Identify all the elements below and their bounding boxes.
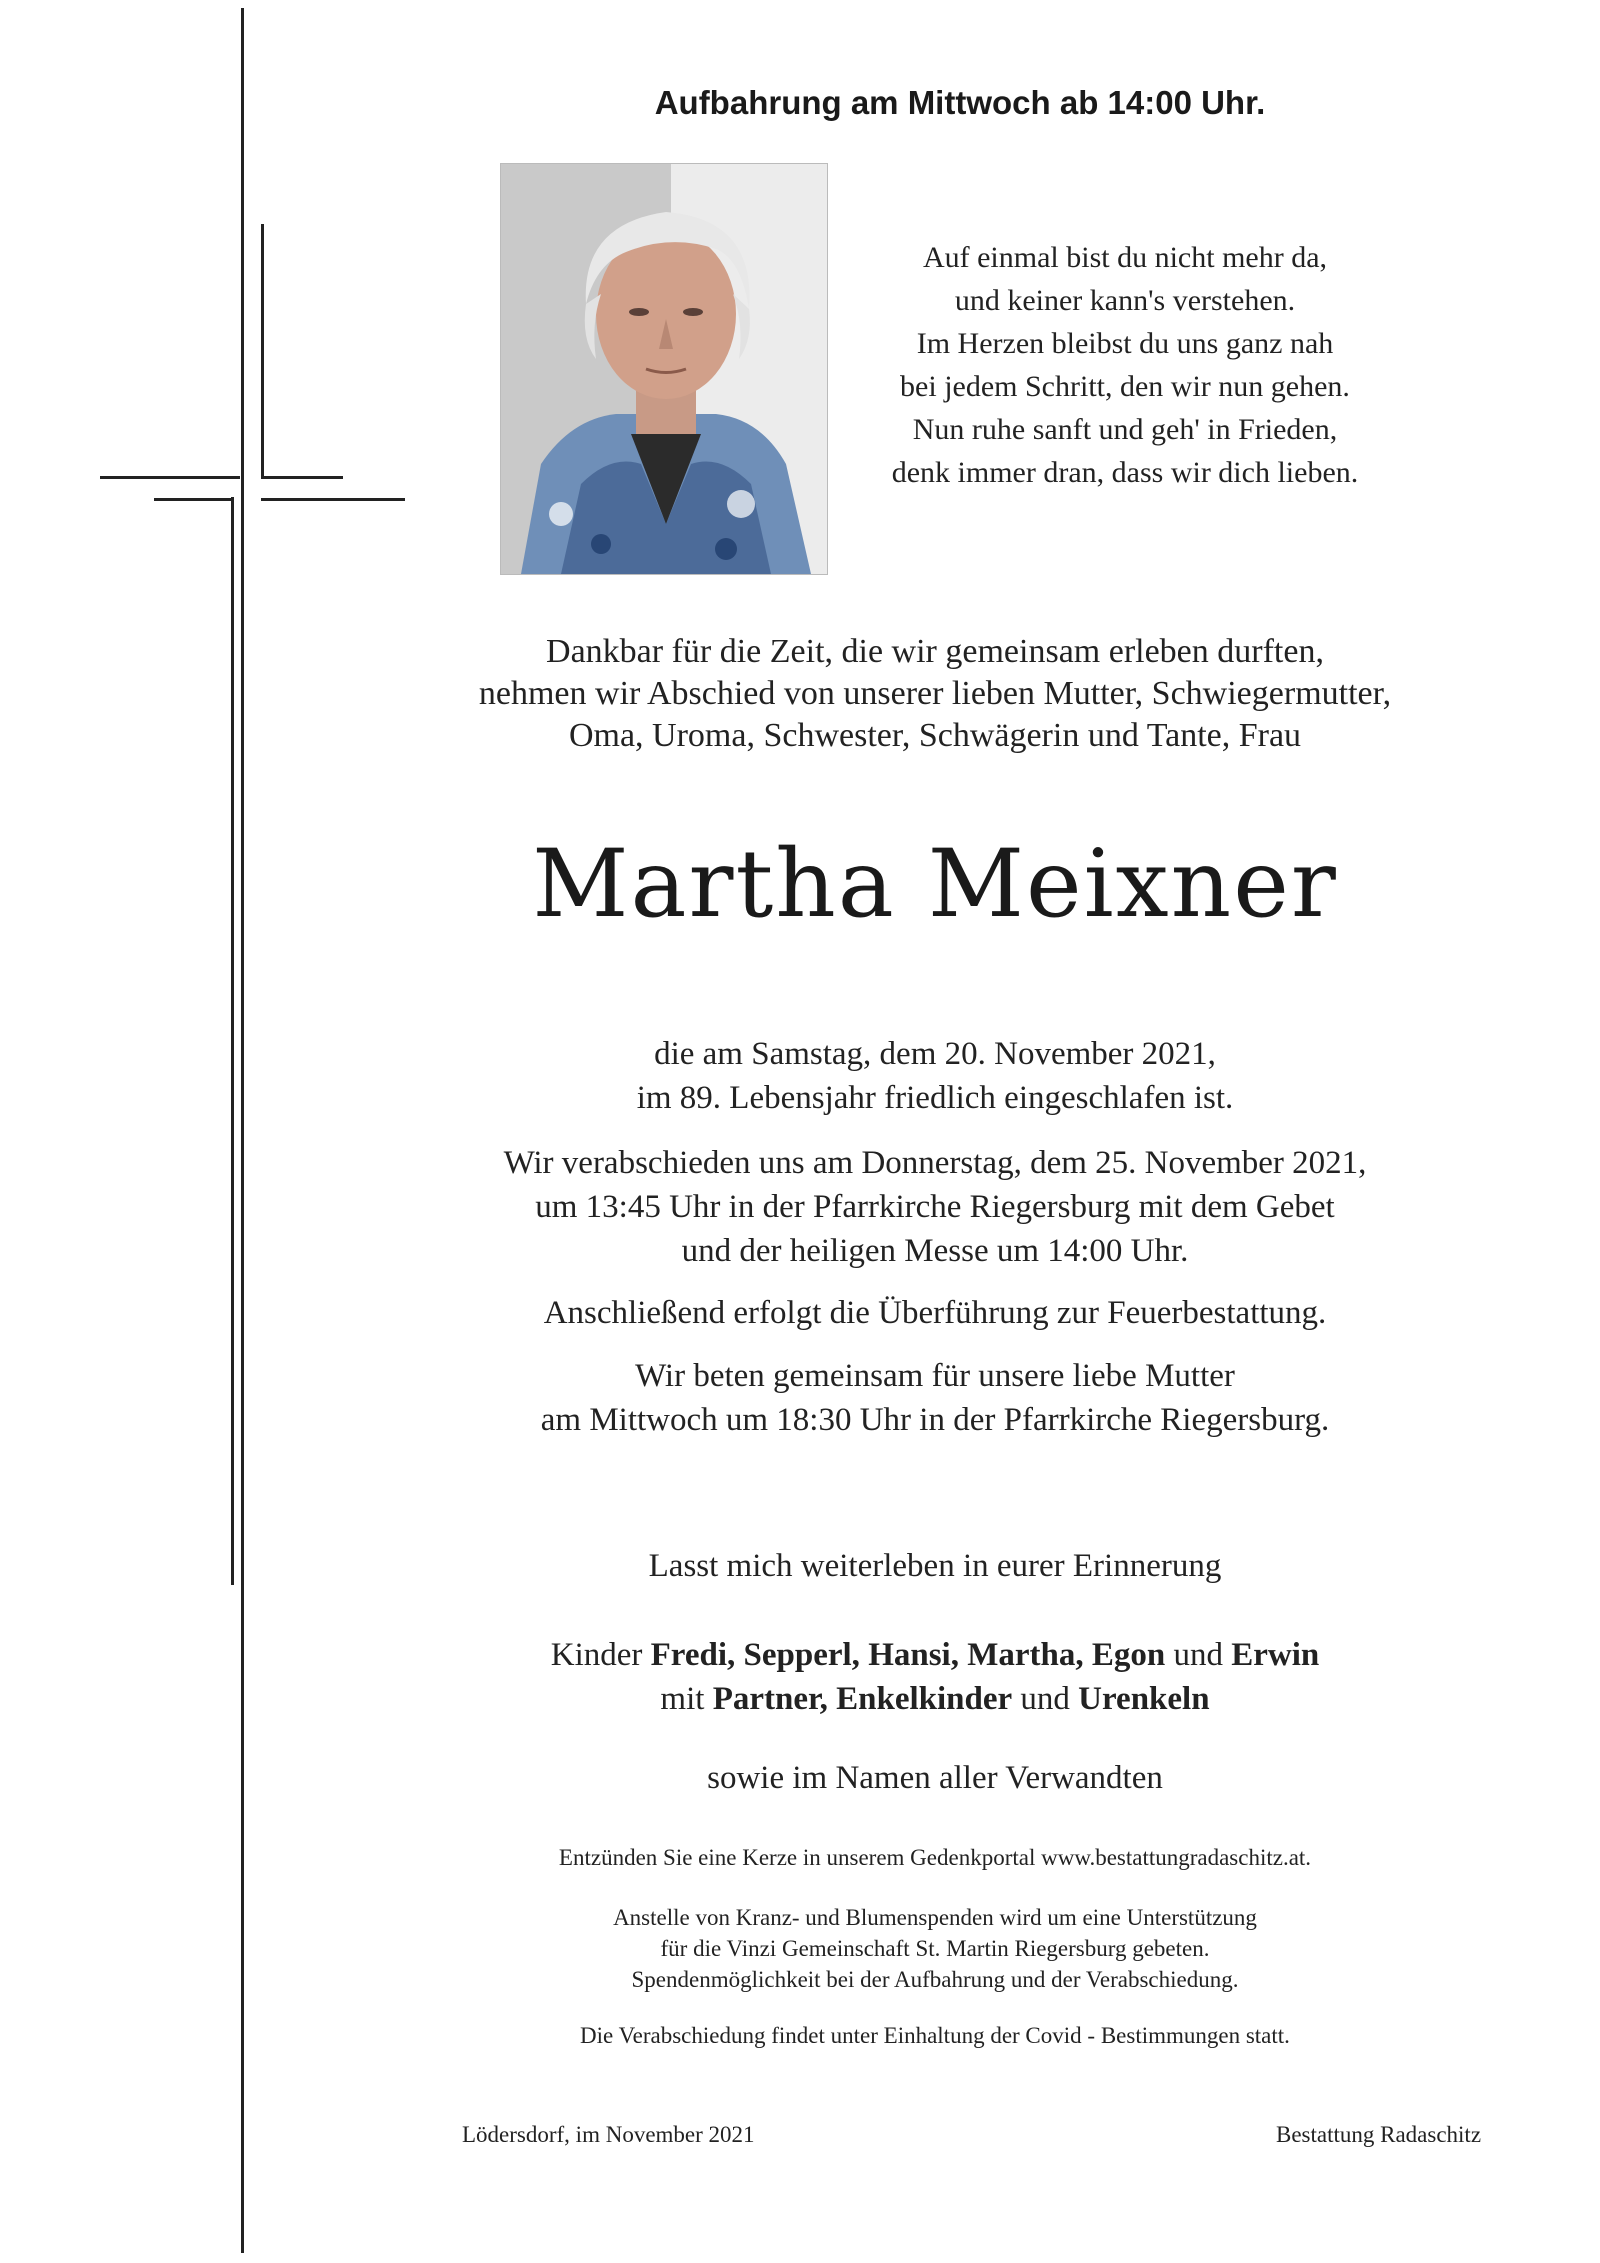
prayer-notice [330, 1354, 1540, 1442]
farewell-line: Wir verabschieden uns am Donnerstag, dem 25. November 2021, [503, 1145, 1367, 1181]
farewell-line: und der heiligen Messe um 14:00 Uhr. [681, 1233, 1189, 1269]
footer-undertaker: Bestattung Radaschitz [1276, 2122, 1482, 2147]
family-line-children: Kinder Fredi, Sepperl, Hansi, Martha, Egon und Erwin [550, 1637, 1320, 1673]
donation-line: Anstelle von Kranz- und Blumenspenden wird um eine Unterstützung [613, 1905, 1257, 1930]
poem [800, 236, 1450, 494]
death-line: die am Samstag, dem 20. November 2021, [654, 1036, 1216, 1072]
relatives-line: sowie im Namen aller Verwandten [707, 1760, 1163, 1796]
family-line-partners: mit Partner, Enkelkinder und Urenkeln [660, 1681, 1210, 1717]
prayer-line: Wir beten gemeinsam für unsere liebe Mutter [635, 1358, 1235, 1394]
footer-place-date: Lödersdorf, im November 2021 [462, 2122, 755, 2147]
poem-line: Nun ruhe sanft und geh' in Frieden, [912, 413, 1338, 446]
cross-inner-vertical-bottom [231, 497, 234, 1585]
death-line: im 89. Lebensjahr friedlich eingeschlafen ist. [636, 1080, 1234, 1116]
cross-right-arm-upper [261, 476, 343, 479]
farewell-line: um 13:45 Uhr in der Pfarrkirche Riegersburg mit dem Gebet [535, 1189, 1335, 1225]
viewing-time: Aufbahrung am Mittwoch ab 14:00 Uhr. [654, 84, 1266, 121]
deceased-name: Martha Meixner [532, 830, 1338, 939]
donation-note [330, 1902, 1540, 1995]
intro-text [330, 631, 1540, 757]
intro-line: nehmen wir Abschied von unserer lieben Mutter, Schwiegermutter, [478, 675, 1392, 712]
poem-line: Im Herzen bleibst du uns ganz nah [916, 327, 1334, 360]
cross-right-arm [261, 498, 405, 501]
poem-line: und keiner kann's verstehen. [954, 284, 1296, 317]
cremation-notice: Anschließend erfolgt die Überführung zur Feuerbestattung. [543, 1295, 1327, 1331]
family-mourners [330, 1633, 1540, 1721]
death-notice [330, 1032, 1540, 1120]
prayer-line: am Mittwoch um 18:30 Uhr in der Pfarrkirche Riegersburg. [540, 1402, 1330, 1438]
donation-line: Spendenmöglichkeit bei der Aufbahrung und der Verabschiedung. [631, 1967, 1239, 1992]
covid-note: Die Verabschiedung findet unter Einhaltung der Covid - Bestimmungen statt. [580, 2023, 1290, 2048]
remember-line: Lasst mich weiterleben in eurer Erinnerung [648, 1548, 1222, 1584]
intro-line: Oma, Uroma, Schwester, Schwägerin und Tante, Frau [568, 717, 1302, 754]
poem-line: denk immer dran, dass wir dich lieben. [891, 456, 1359, 489]
donation-line: für die Vinzi Gemeinschaft St. Martin Riegersburg gebeten. [660, 1936, 1210, 1961]
cross-left-arm [100, 476, 240, 479]
farewell-notice [330, 1141, 1540, 1273]
poem-line: bei jedem Schritt, den wir nun gehen. [900, 370, 1350, 403]
cross-left-arm-lower [154, 498, 234, 501]
portrait-photo [500, 163, 828, 575]
intro-line: Dankbar für die Zeit, die wir gemeinsam erleben durften, [546, 633, 1324, 670]
poem-line: Auf einmal bist du nicht mehr da, [922, 241, 1328, 274]
memorial-portal-note: Entzünden Sie eine Kerze in unserem Gedenkportal www.bestattungradaschitz.at. [558, 1845, 1312, 1870]
cross-outer-vertical [241, 8, 244, 2253]
cross-inner-vertical-top [261, 224, 264, 478]
